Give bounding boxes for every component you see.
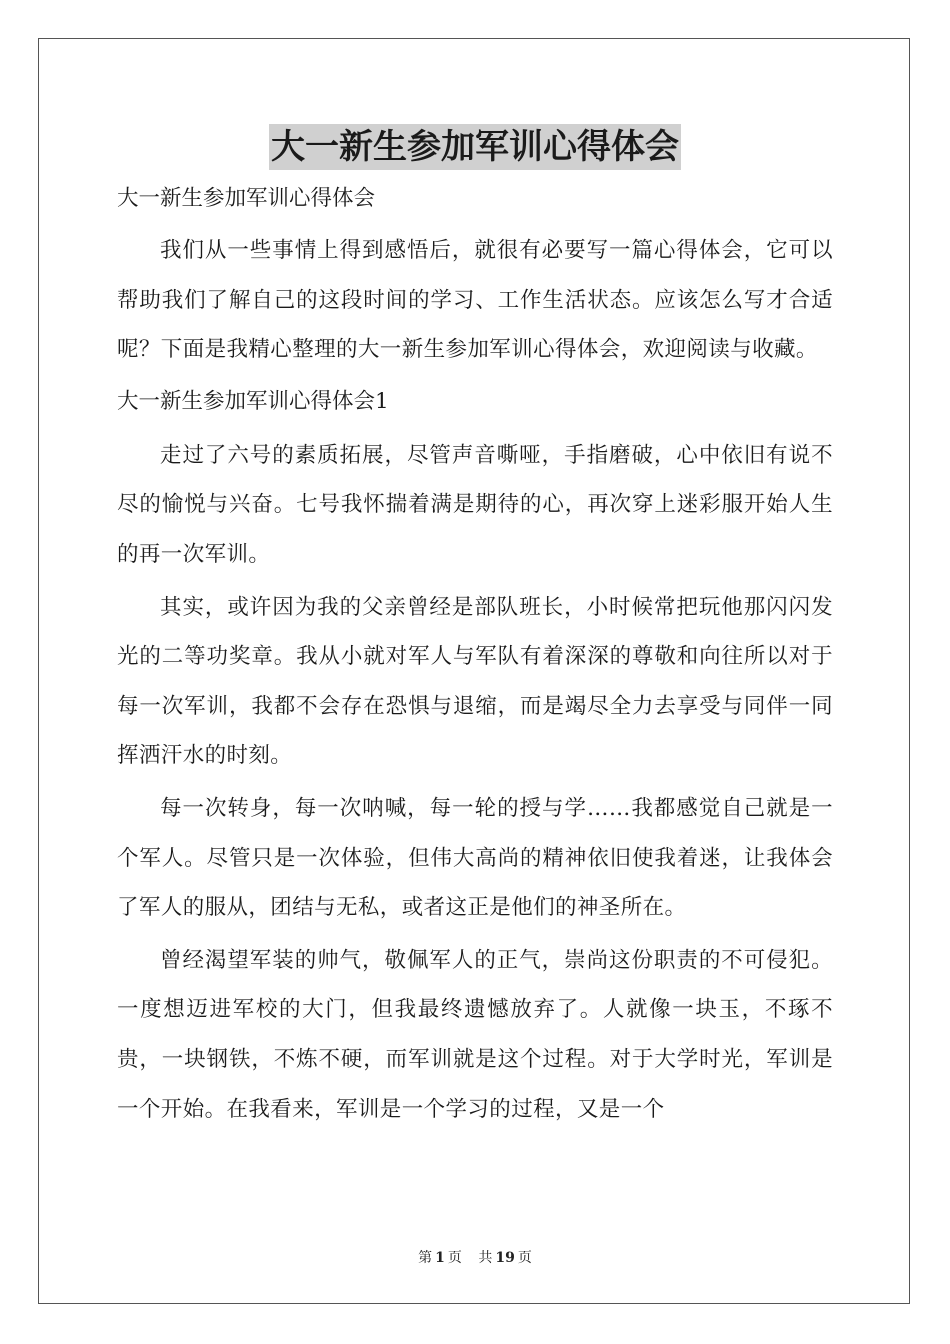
total-suffix: 页	[517, 1250, 532, 1266]
document-title: 大一新生参加军训心得体会	[269, 124, 681, 170]
intro-paragraph: 我们从一些事情上得到感悟后，就很有必要写一篇心得体会，它可以帮助我们了解自己的这段时间的学习、工作生活状态。应该怎么写才合适呢？下面是我精心整理的大一新生参加军训心得体会，欢迎阅读与收藏。	[117, 238, 833, 363]
document-body	[117, 176, 833, 1134]
page-suffix: 页	[447, 1250, 462, 1266]
total-prefix: 共	[478, 1250, 493, 1266]
page-number: 1	[435, 1250, 445, 1266]
title-container	[0, 124, 950, 170]
total-pages: 19	[495, 1250, 515, 1266]
body-paragraph-1: 走过了六号的素质拓展，尽管声音嘶哑，手指磨破，心中依旧有说不尽的愉悦与兴奋。七号我怀揣着满是期待的心，再次穿上迷彩服开始人生的再一次军训。	[117, 442, 833, 567]
body-paragraph-3: 每一次转身，每一次呐喊，每一轮的授与学……我都感觉自己就是一个军人。尽管只是一次体验，但伟大高尚的精神依旧使我着迷，让我体会了军人的服从，团结与无私，或者这正是他们的神圣所在。	[117, 795, 833, 921]
page-indicator	[415, 1250, 465, 1266]
page-prefix: 第	[418, 1250, 433, 1266]
section-heading: 大一新生参加军训心得体会1	[117, 388, 389, 414]
body-paragraph-4: 曾经渴望军装的帅气，敬佩军人的正气，崇尚这份职责的不可侵犯。一度想迈进军校的大门，但我最终遗憾放弃了。人就像一块玉，不琢不贵，一块钢铁，不炼不硬，而军训就是这个过程。对于大学时光，军训是一个开始。在我看来，军训是一个学习的过程，又是一个	[117, 947, 833, 1122]
total-indicator	[475, 1250, 534, 1266]
document-subtitle: 大一新生参加军训心得体会	[117, 186, 376, 211]
body-paragraph-2: 其实，或许因为我的父亲曾经是部队班长，小时候常把玩他那闪闪发光的二等功奖章。我从小就对军人与军队有着深深的尊敬和向往所以对于每一次军训，我都不会存在恐惧与退缩，而是竭尽全力去享受与同伴一同挥洒汗水的时刻。	[117, 594, 833, 769]
page-footer	[0, 1248, 950, 1268]
